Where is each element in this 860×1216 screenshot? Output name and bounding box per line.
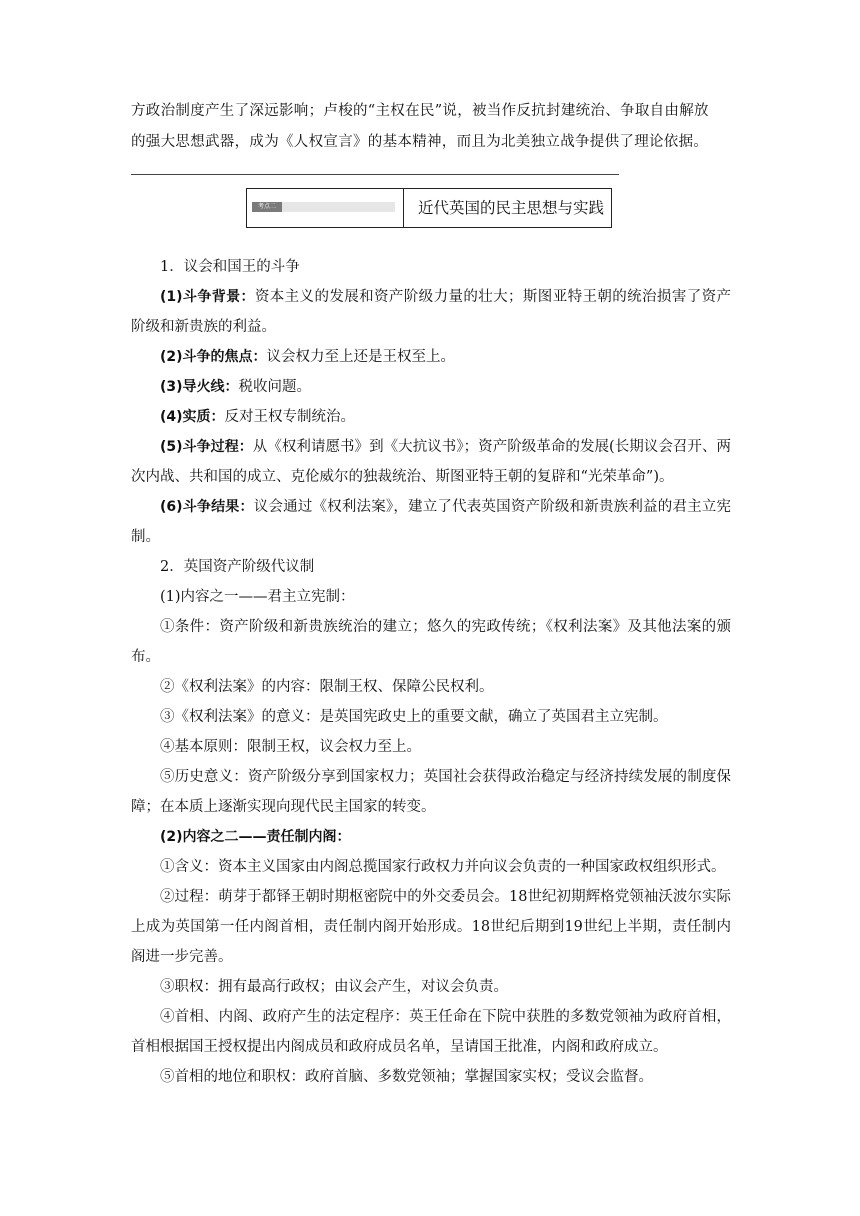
list-item: ②《权利法案》的内容：限制王权、保障公民权利。 (160, 679, 494, 695)
paragraph (131, 342, 731, 372)
main-content (131, 252, 731, 1092)
intro-line: 的强大思想武器，成为《人权宣言》的基本精神，而且为北美独立战争提供了理论依据。 (131, 134, 709, 150)
list-item: ③《权利法案》的意义：是英国宪政史上的重要文献，确立了英国君主立宪制。 (160, 709, 668, 725)
paragraph-label: (5)斗争过程： (160, 439, 253, 455)
list-item: ⑤首相的地位和职权：政府首脑、多数党领袖；掌握国家实权；受议会监督。 (160, 1069, 653, 1085)
paragraph-label: (4)实质： (160, 409, 225, 425)
list-item: ③职权：拥有最高行政权；由议会产生，对议会负责。 (160, 979, 508, 995)
paragraph-text: 资本主义的发展和资产阶级力量的壮大；斯图亚特王朝的统治损害了资产阶级和新贵族的利益。 (131, 289, 731, 335)
intro-paragraph (131, 96, 731, 158)
paragraph (131, 402, 731, 432)
list-item: ②过程：萌芽于都铎王朝时期枢密院中的外交委员会。18世纪初期辉格党领袖沃波尔实际上成为英国第一任内阁首相，责任制内阁开始形成。18世纪后期到19世纪上半期，责任制内阁进一步完善。 (131, 889, 731, 965)
list-item: ④基本原则：限制王权，议会权力至上。 (160, 739, 421, 755)
paragraph-text: 反对王权专制统治。 (224, 409, 356, 425)
paragraph (131, 492, 731, 552)
heading-1: 1．议会和国王的斗争 (160, 259, 300, 275)
paragraph-label: (2)斗争的焦点： (160, 349, 267, 365)
paragraph (131, 372, 731, 402)
paragraph-label: (1)斗争背景： (160, 289, 255, 305)
list-item: ⑤历史意义：资产阶级分享到国家权力；英国社会获得政治稳定与经济持续发展的制度保障；在本质上逐渐实现向现代民主国家的转变。 (131, 769, 731, 815)
intro-line: 方政治制度产生了深远影响；卢梭的“主权在民”说，被当作反抗封建统治、争取自由解放 (131, 103, 709, 119)
section-tag: 考点二 (252, 202, 282, 212)
list-item: ①条件：资产阶级和新贵族统治的建立；悠久的宪政传统；《权利法案》及其他法案的颁布。 (131, 619, 731, 665)
section-title-box (246, 188, 612, 228)
list-item: ④首相、内阁、政府产生的法定程序：英王任命在下院中获胜的多数党领袖为政府首相，首相根据国王授权提出内阁成员和政府成员名单，呈请国王批准，内阁和政府成立。 (131, 1009, 731, 1055)
paragraph (131, 432, 731, 492)
paragraph-label: (3)导火线： (160, 379, 239, 395)
subheading: (2)内容之二——责任制内阁： (160, 829, 351, 845)
divider (131, 174, 619, 175)
section-title: 近代英国的民主思想与实践 (418, 199, 605, 217)
section-tag-bar (252, 202, 395, 212)
paragraph-text: 从《权利请愿书》到《大抗议书》；资产阶级革命的发展(长期议会召开、两次内战、共和国的成立、克伦威尔的独裁统治、斯图亚特王朝的复辟和“光荣革命”)。 (131, 439, 731, 485)
paragraph-text: 议会权力至上还是王权至上。 (266, 349, 456, 365)
section-tag-area (247, 189, 404, 227)
heading-2: 2．英国资产阶级代议制 (160, 559, 315, 575)
paragraph-label: (6)斗争结果： (160, 499, 254, 515)
paragraph (131, 282, 731, 342)
list-item: ①含义：资本主义国家由内阁总揽国家行政权力并向议会负责的一种国家政权组织形式。 (160, 859, 726, 875)
paragraph-text: 税收问题。 (238, 379, 312, 395)
paragraph-text: 议会通过《权利法案》，建立了代表英国资产阶级和新贵族利益的君主立宪制。 (131, 499, 732, 545)
subheading: (1)内容之一——君主立宪制： (160, 589, 355, 605)
